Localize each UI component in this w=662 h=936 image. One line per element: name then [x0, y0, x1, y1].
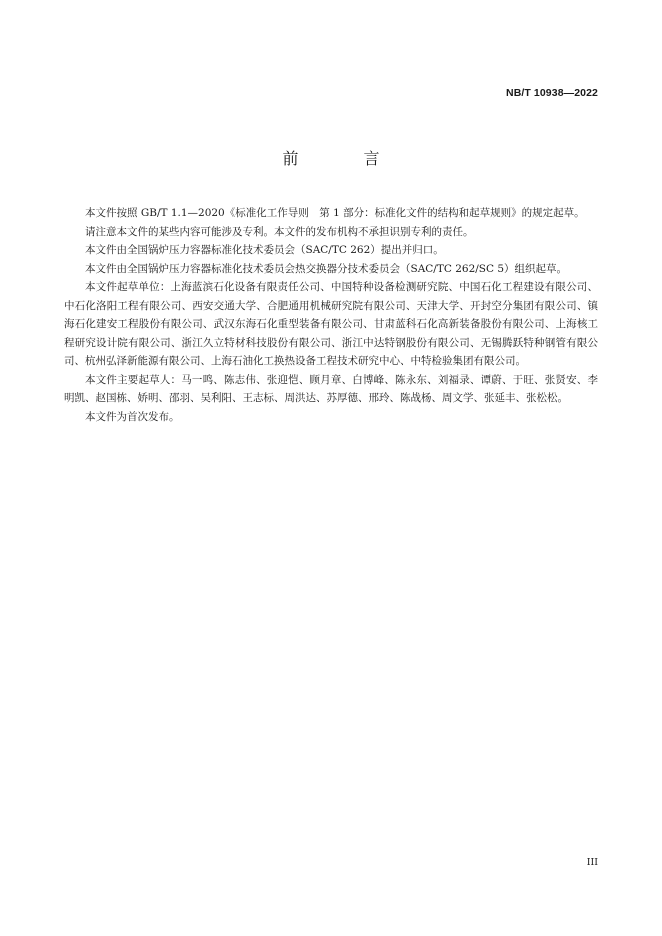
paragraph-proposer: 本文件由全国锅炉压力容器标准化技术委员会（SAC/TC 262）提出并归口。	[85, 244, 444, 256]
paragraph-first-release: 本文件为首次发布。	[85, 410, 180, 423]
foreword-body	[64, 204, 598, 426]
page-number: III	[586, 857, 598, 868]
paragraph-drafters: 本文件主要起草人：马一鸣、陈志伟、张迎恺、顾月章、白博峰、陈永东、刘福录、谭蔚、于旺、张贤安、李明凯、赵国栋、娇明、邵羽、吴利阳、王志标、周洪达、苏厚德、邢玲、陈战杨、周文学、张延丰、张松松。	[64, 373, 598, 404]
standard-code: NB/T 10938—2022	[506, 87, 598, 99]
paragraph-patent-notice: 请注意本文件的某些内容可能涉及专利。本文件的发布机构不承担识别专利的责任。	[85, 225, 474, 238]
page-title: 前 言	[282, 149, 410, 168]
paragraph-drafting-rules: 本文件按照 GB/T 1.1—2020《标准化工作导则 第 1 部分：标准化文件的结构和起草规则》的规定起草。	[85, 207, 585, 219]
paragraph-drafting-units: 本文件起草单位：上海蓝滨石化设备有限责任公司、中国特种设备检测研究院、中国石化工程建设有限公司、中石化洛阳工程有限公司、西安交通大学、合肥通用机械研究院有限公司、天津大学、开封空分集团有限公司、镇海石化建安工程股份有限公司、武汉东海石化重型装备有限公司、甘肃蓝科石化高新装备股份有限公司、上海核工程研究设计院有限公司、浙江久立特材科技股份有限公司、浙江中达特钢股份有限公司、无锡腾跃特种钢管有限公司、杭州弘泽新能源有限公司、上海石油化工换热设备工程技术研究中心、中特检验集团有限公司。	[64, 281, 598, 367]
paragraph-organizer: 本文件由全国锅炉压力容器标准化技术委员会热交换器分技术委员会（SAC/TC 262/SC 5）组织起草。	[85, 262, 568, 275]
